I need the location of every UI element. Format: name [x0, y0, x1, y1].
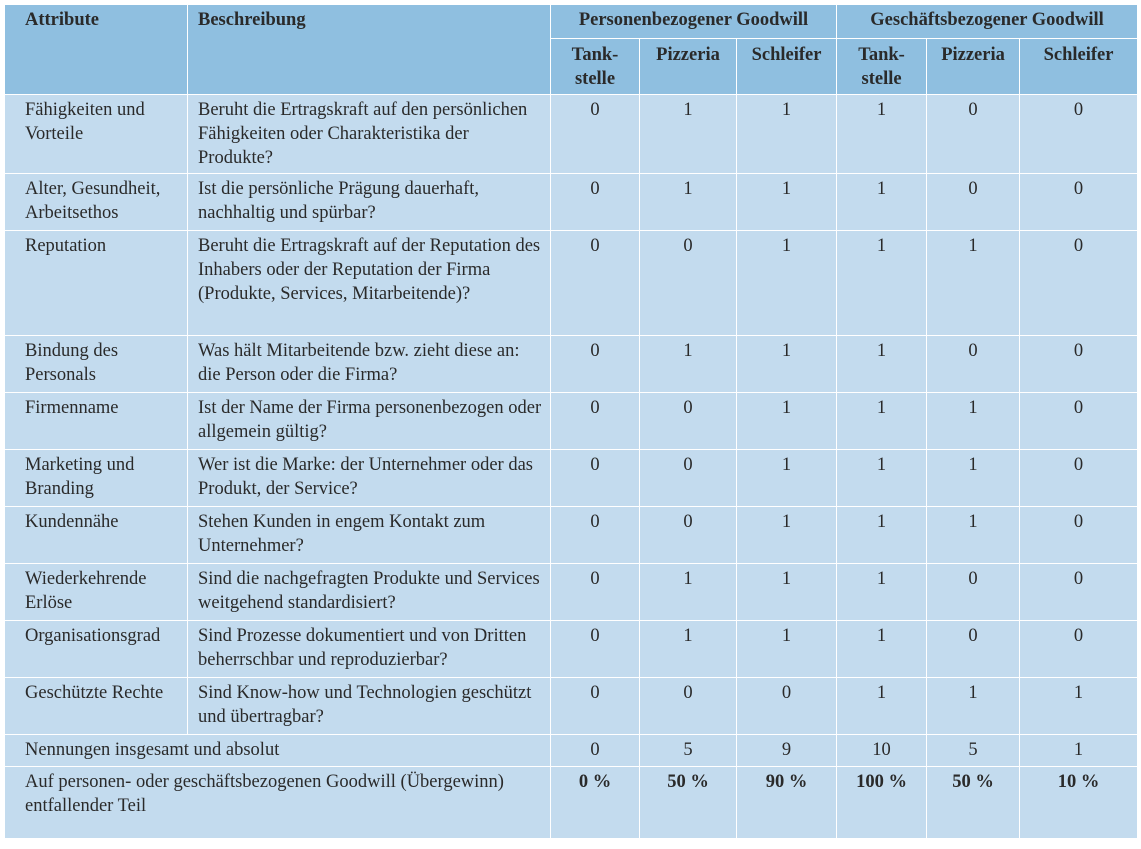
- value-cell: 1: [837, 174, 927, 231]
- value-cell: 1: [927, 678, 1020, 735]
- value-cell: 50 %: [640, 767, 737, 839]
- subheader-cell: Pizzeria: [640, 39, 737, 95]
- attribute-cell: Reputation: [5, 231, 188, 336]
- value-cell: 0: [551, 507, 640, 564]
- table-row: [5, 95, 1138, 174]
- value-cell: 0: [1020, 507, 1138, 564]
- table-row: [5, 450, 1138, 507]
- attribute-cell: Wiederkehrende Erlöse: [5, 564, 188, 621]
- value-cell: 0: [1020, 621, 1138, 678]
- value-cell: 1: [640, 336, 737, 393]
- value-cell: 1: [737, 231, 837, 336]
- totals-row: [5, 735, 1138, 767]
- value-cell: 0: [927, 336, 1020, 393]
- value-cell: 1: [837, 621, 927, 678]
- value-cell: 1: [737, 174, 837, 231]
- value-cell: 1: [837, 393, 927, 450]
- description-cell: Ist die persönliche Prägung dauerhaft, nachhaltig und spürbar?: [188, 174, 551, 231]
- value-cell: 0: [640, 507, 737, 564]
- value-cell: 1: [640, 621, 737, 678]
- value-cell: 0: [551, 678, 640, 735]
- value-cell: 1: [1020, 678, 1138, 735]
- share-row-label: Auf personen- oder geschäftsbezogenen Goodwill (Übergewinn) entfallender Teil: [5, 767, 551, 839]
- header-group-business: Geschäftsbezogener Goodwill: [837, 5, 1138, 39]
- value-cell: 0: [1020, 564, 1138, 621]
- subheader-cell: Schleifer: [737, 39, 837, 95]
- value-cell: 0: [551, 393, 640, 450]
- value-cell: 9: [737, 735, 837, 767]
- value-cell: 0: [551, 564, 640, 621]
- attribute-cell: Firmenname: [5, 393, 188, 450]
- table-row: [5, 564, 1138, 621]
- value-cell: 1: [927, 231, 1020, 336]
- value-cell: 5: [640, 735, 737, 767]
- header-group-personal: Personenbezogener Goodwill: [551, 5, 837, 39]
- attribute-cell: Organisationsgrad: [5, 621, 188, 678]
- value-cell: 0: [640, 450, 737, 507]
- subheader-cell: Tankstelle: [551, 39, 640, 95]
- subheader-cell: Pizzeria: [927, 39, 1020, 95]
- value-cell: 0: [1020, 450, 1138, 507]
- description-cell: Ist der Name der Firma personenbezogen oder allgemein gültig?: [188, 393, 551, 450]
- attribute-cell: Fähigkeiten und Vorteile: [5, 95, 188, 174]
- totals-row-label: Nennungen insgesamt und absolut: [5, 735, 551, 767]
- table-row: [5, 231, 1138, 336]
- table-body: [5, 95, 1138, 839]
- value-cell: 1: [737, 621, 837, 678]
- value-cell: 1: [837, 564, 927, 621]
- table-row: [5, 174, 1138, 231]
- value-cell: 50 %: [927, 767, 1020, 839]
- value-cell: 0: [1020, 336, 1138, 393]
- attribute-cell: Alter, Gesundheit, Arbeitsethos: [5, 174, 188, 231]
- value-cell: 1: [1020, 735, 1138, 767]
- value-cell: 5: [927, 735, 1020, 767]
- attribute-cell: Bindung des Personals: [5, 336, 188, 393]
- value-cell: 100 %: [837, 767, 927, 839]
- attribute-cell: Geschützte Rechte: [5, 678, 188, 735]
- value-cell: 1: [737, 564, 837, 621]
- description-cell: Wer ist die Marke: der Unternehmer oder das Produkt, der Service?: [188, 450, 551, 507]
- value-cell: 0: [1020, 393, 1138, 450]
- attribute-cell: Marketing und Branding: [5, 450, 188, 507]
- value-cell: 1: [737, 95, 837, 174]
- value-cell: 0: [737, 678, 837, 735]
- description-cell: Was hält Mitarbeitende bzw. zieht diese an: die Person oder die Firma?: [188, 336, 551, 393]
- value-cell: 0: [927, 95, 1020, 174]
- share-row: [5, 767, 1138, 839]
- value-cell: 1: [737, 393, 837, 450]
- value-cell: 1: [737, 507, 837, 564]
- value-cell: 1: [837, 336, 927, 393]
- value-cell: 1: [927, 507, 1020, 564]
- value-cell: 1: [737, 450, 837, 507]
- value-cell: 0: [927, 621, 1020, 678]
- value-cell: 1: [927, 450, 1020, 507]
- value-cell: 1: [837, 231, 927, 336]
- value-cell: 0: [551, 735, 640, 767]
- value-cell: 0: [927, 564, 1020, 621]
- value-cell: 0: [551, 95, 640, 174]
- header-attribute: Attribute: [5, 5, 188, 95]
- value-cell: 0: [551, 174, 640, 231]
- description-cell: Stehen Kunden in engem Kontakt zum Unternehmer?: [188, 507, 551, 564]
- description-cell: Sind die nachgefragten Produkte und Services weitgehend standardisiert?: [188, 564, 551, 621]
- value-cell: 1: [640, 95, 737, 174]
- table-row: [5, 336, 1138, 393]
- value-cell: 0: [640, 678, 737, 735]
- description-cell: Sind Prozesse dokumentiert und von Dritten beherrschbar und reproduzierbar?: [188, 621, 551, 678]
- table-row: [5, 678, 1138, 735]
- value-cell: 0: [551, 336, 640, 393]
- description-cell: Beruht die Ertragskraft auf der Reputation des Inhabers oder der Reputation der Firma (Produkte, Services, Mitarbeitende)?: [188, 231, 551, 336]
- value-cell: 0: [551, 450, 640, 507]
- value-cell: 10 %: [1020, 767, 1138, 839]
- value-cell: 0: [640, 393, 737, 450]
- description-cell: Beruht die Ertragskraft auf den persönlichen Fähigkeiten oder Charakteristika der Produkte?: [188, 95, 551, 174]
- table-row: [5, 393, 1138, 450]
- value-cell: 1: [837, 95, 927, 174]
- attribute-cell: Kundennähe: [5, 507, 188, 564]
- value-cell: 1: [837, 450, 927, 507]
- value-cell: 1: [640, 174, 737, 231]
- value-cell: 10: [837, 735, 927, 767]
- value-cell: 1: [837, 678, 927, 735]
- value-cell: 0 %: [551, 767, 640, 839]
- value-cell: 0: [551, 231, 640, 336]
- value-cell: 0: [551, 621, 640, 678]
- value-cell: 1: [640, 564, 737, 621]
- value-cell: 0: [1020, 231, 1138, 336]
- subheader-cell: Tankstelle: [837, 39, 927, 95]
- table-row: [5, 507, 1138, 564]
- description-cell: Sind Know-how und Technologien geschützt und übertragbar?: [188, 678, 551, 735]
- header-description: Beschreibung: [188, 5, 551, 95]
- value-cell: 0: [1020, 95, 1138, 174]
- value-cell: 90 %: [737, 767, 837, 839]
- value-cell: 0: [1020, 174, 1138, 231]
- value-cell: 0: [640, 231, 737, 336]
- goodwill-table: [4, 4, 1138, 839]
- subheader-cell: Schleifer: [1020, 39, 1138, 95]
- value-cell: 1: [927, 393, 1020, 450]
- value-cell: 0: [927, 174, 1020, 231]
- value-cell: 1: [837, 507, 927, 564]
- value-cell: 1: [737, 336, 837, 393]
- table-row: [5, 621, 1138, 678]
